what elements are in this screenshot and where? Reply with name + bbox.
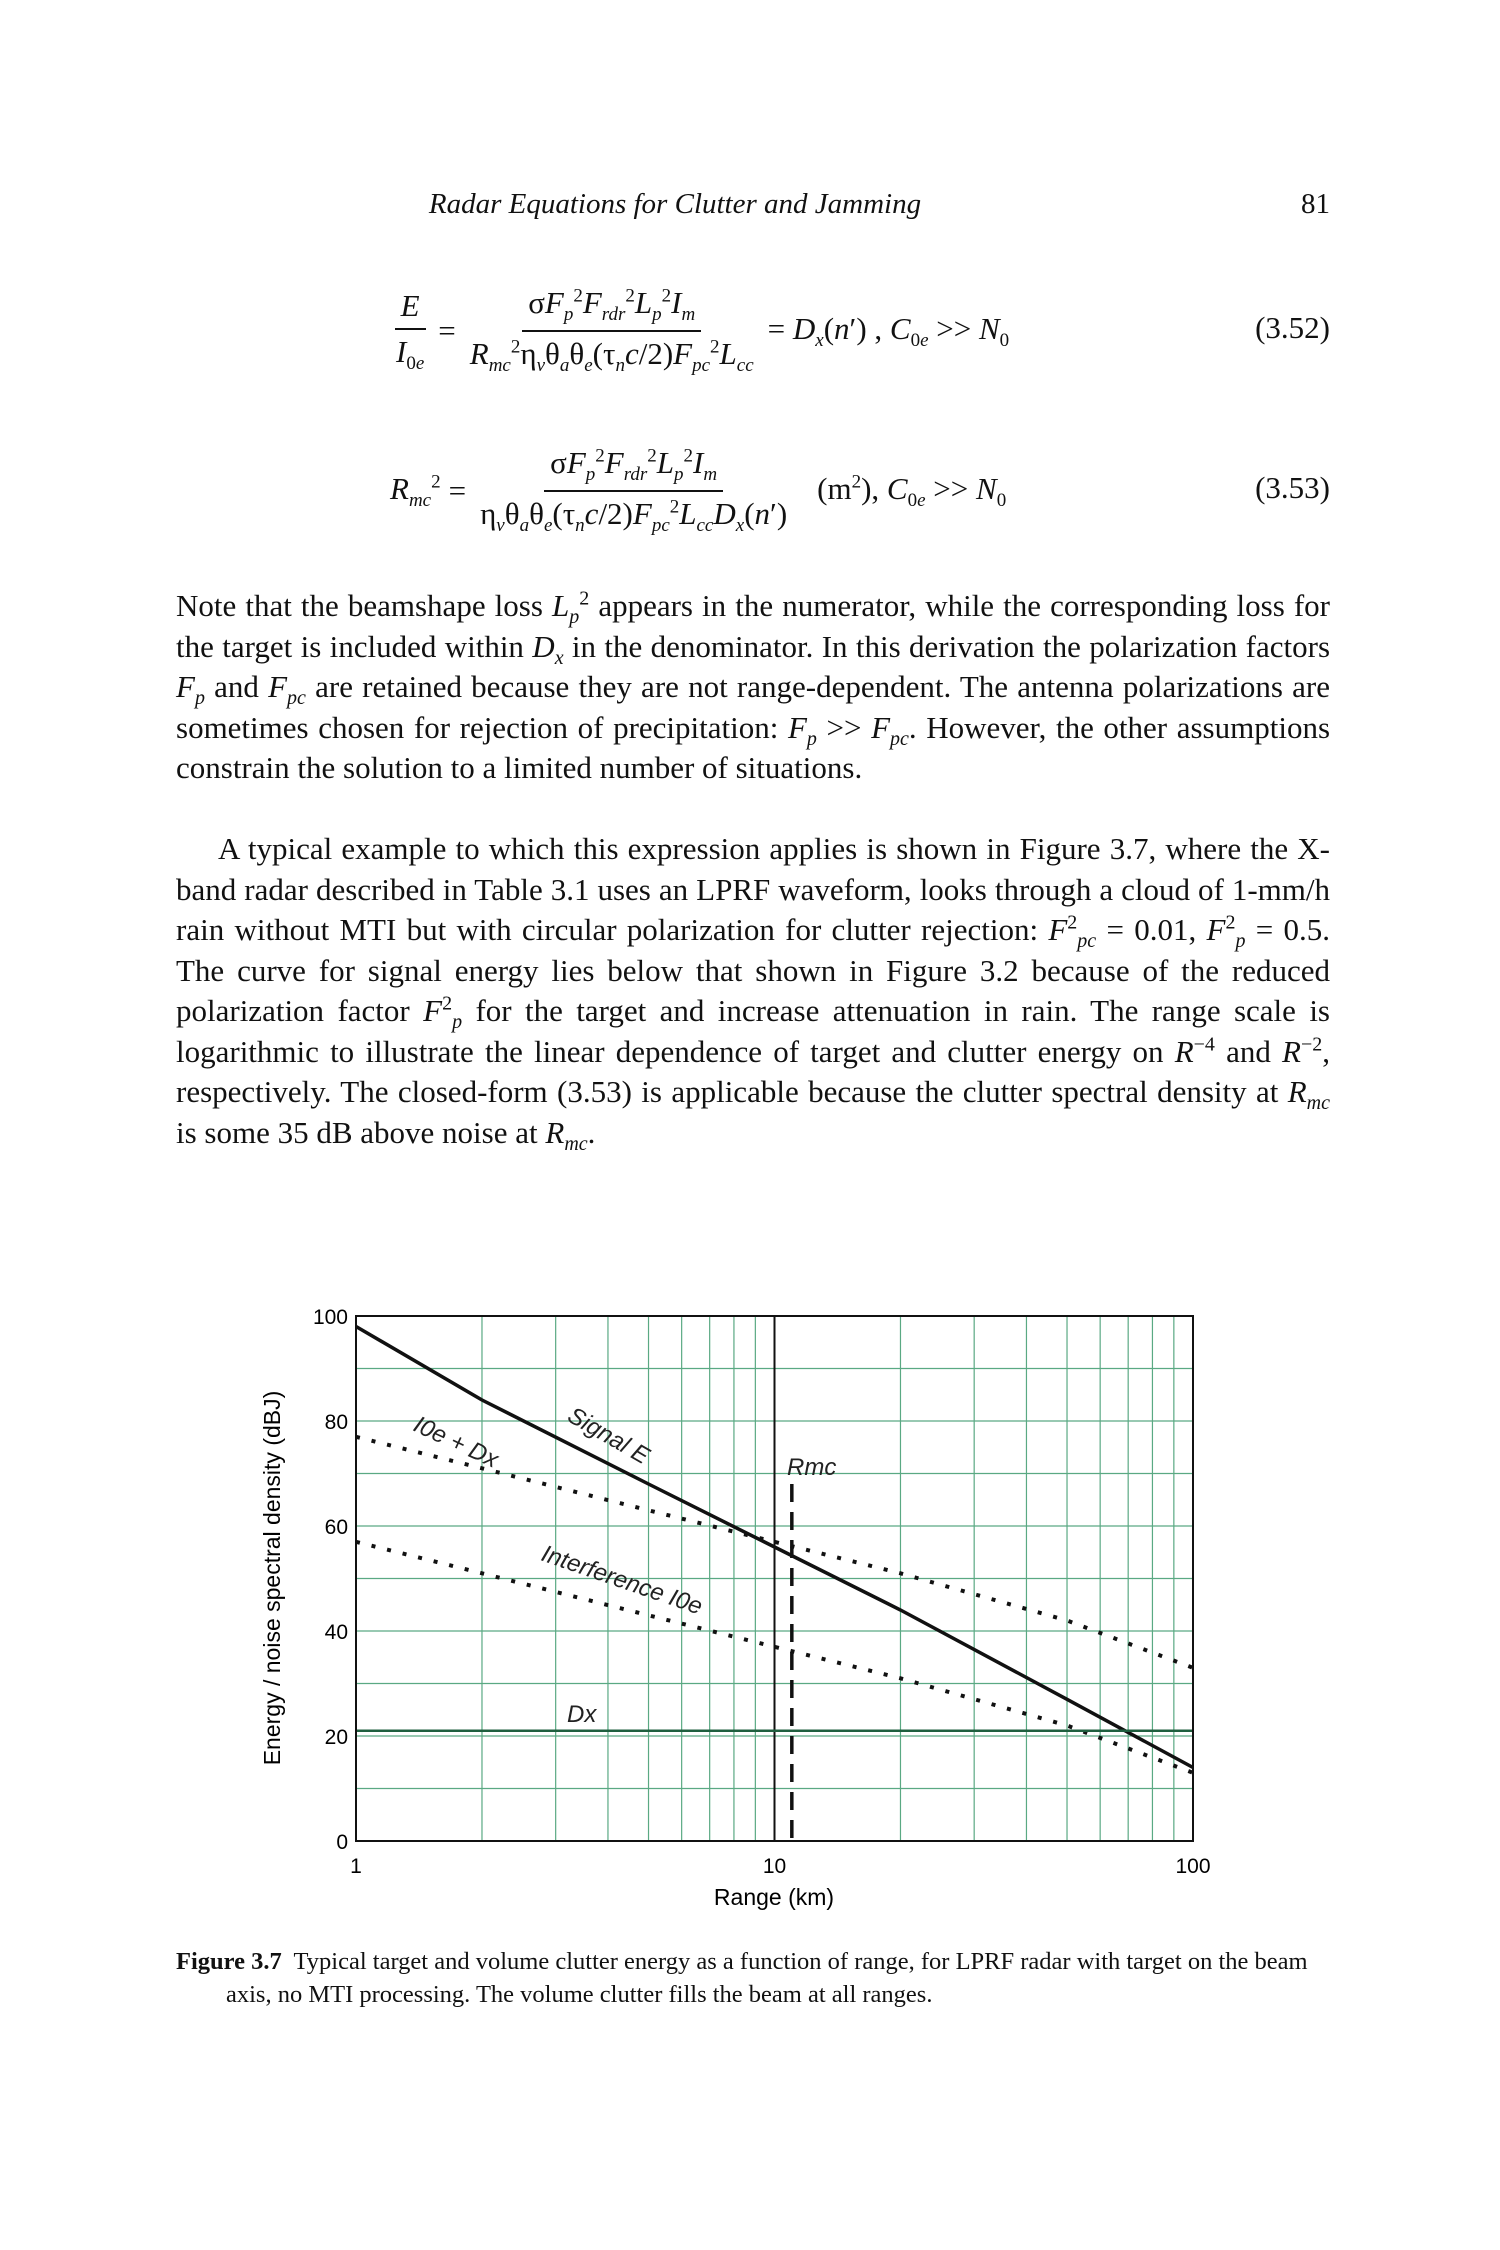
equation-3-53: $R_{mc}^2$ = $\frac{\sigma F_p^2F_{rdr}^2L_p^2I_m}{\eta_v\theta_a\theta_e(\tau_nc/2)F_{pc}^2L_{cc}D_x(n')}$ $(m^2)$, $C_{0e} >> N_0$: [390, 445, 1007, 537]
equation-number-3-53: (3.53): [1255, 470, 1330, 505]
x-tick-label: 100: [1175, 1855, 1211, 1878]
equation-number-3-52: (3.52): [1255, 310, 1330, 345]
equation-3-52: $\frac{E}{I_{0e}}$ = $\frac{\sigma F_p^2F_{rdr}^2L_p^2I_m}{R_{mc}^2\eta_v\theta_a\theta_e(\tau_nc/2)F_{pc}^2L_{cc}}$ = $D_x(n')$ , $C_{0e} >> N_0$: [396, 285, 1010, 377]
x-axis-label: Range (km): [713, 1884, 835, 1910]
running-title: Radar Equations for Clutter and Jamming: [428, 188, 922, 220]
rmc-label: Rmc: [787, 1454, 837, 1481]
dx-label: Dx: [567, 1701, 597, 1728]
figure-caption: Figure 3.7 Typical target and volume clutter energy as a function of range, for LPRF radar with target on the beam axis, no MTI processing. The volume clutter fills the beam at all ranges.: [176, 1948, 1308, 2008]
chart-grid: [356, 1316, 1193, 1841]
page-number: 81: [1301, 188, 1330, 220]
signal-e-label: Signal E: [563, 1401, 654, 1470]
chart-ticks: [313, 1306, 1211, 1878]
y-axis-label: Energy / noise spectral density (dBJ): [259, 1390, 285, 1766]
i0e-dx-label: I0e + Dx: [409, 1410, 503, 1474]
y-tick-label: 60: [324, 1516, 348, 1539]
y-tick-label: 0: [336, 1831, 348, 1854]
y-tick-label: 20: [324, 1726, 348, 1749]
x-tick-label: 1: [350, 1855, 362, 1878]
paragraph-beamshape-loss: Note that the beamshape loss $L_p^2$ appears in the numerator, while the corresponding loss for the target is included within $D_x$ in the denominator. In this derivation the polarization factors $F_p$ and $F_{pc}$ are retained because they are not range-dependent. The antenna polarizations are sometimes chosen for rejection of precipitation: $F_p >> F_{pc}$. However, the other assumptions constrain the solution to a limited number of situations.: [176, 587, 1331, 785]
y-tick-label: 80: [324, 1411, 348, 1434]
x-tick-label: 10: [762, 1855, 787, 1878]
paragraph-typical-example: A typical example to which this expression applies is shown in Figure 3.7, where the X-band radar described in Table 3.1 uses an LPRF waveform, looks through a cloud of 1-mm/h rain without MTI but with circular polarization for clutter rejection: $F^2_{pc} = 0.01$, $F^2_p = 0.5$. The curve for signal energy lies below that shown in Figure 3.2 because of the reduced polarization factor $F^2_p$ for the target and increase attenuation in rain. The range scale is logarithmic to illustrate the linear dependence of target and clutter energy on $R^{-4}$ and $R^{-2}$, respectively. The closed-form (3.53) is applicable because the clutter spectral density at $R_{mc}$ is some 35 dB above noise at $R_{mc}$.: [176, 831, 1330, 1155]
y-tick-label: 40: [324, 1621, 348, 1644]
interference-label: Interference I0e: [538, 1540, 706, 1621]
y-tick-label: 100: [312, 1306, 348, 1329]
